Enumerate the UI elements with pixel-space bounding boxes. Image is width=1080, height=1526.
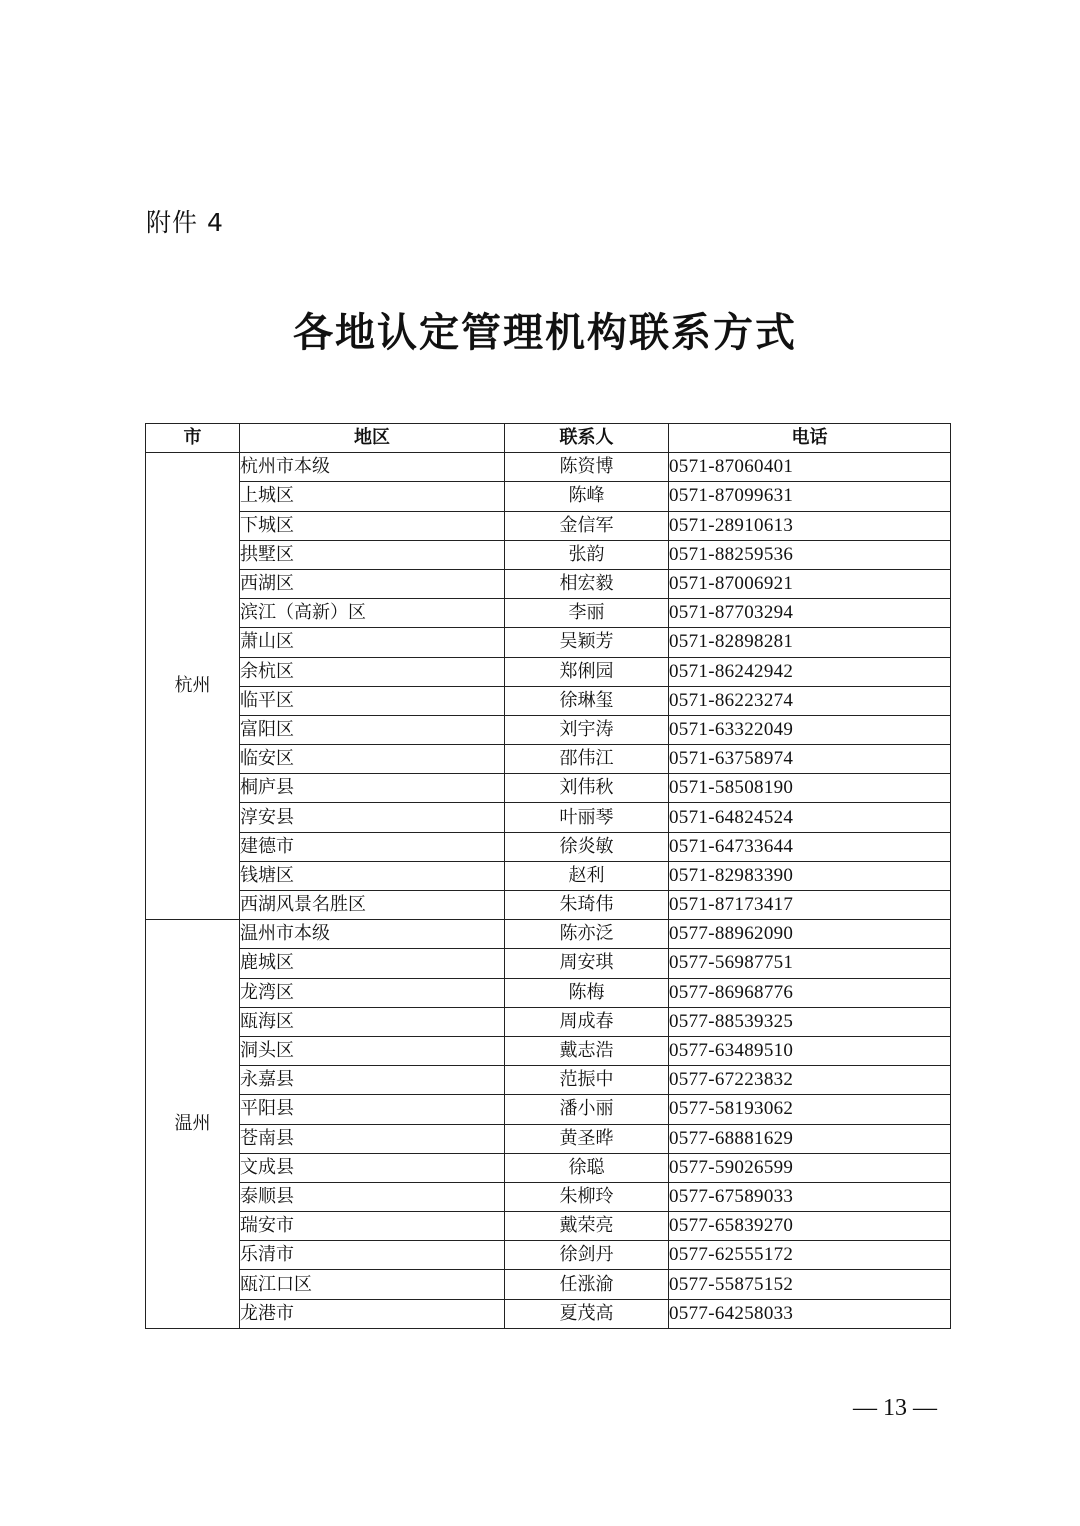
city-cell: 温州 [146, 920, 240, 1329]
phone-cell: 0577-88962090 [669, 920, 951, 949]
contact-cell: 金信军 [505, 511, 669, 540]
area-cell: 永嘉县 [240, 1066, 505, 1095]
phone-cell: 0571-63758974 [669, 745, 951, 774]
table-row [146, 774, 951, 803]
area-cell: 龙港市 [240, 1299, 505, 1328]
contact-cell: 徐聪 [505, 1153, 669, 1182]
area-cell: 苍南县 [240, 1124, 505, 1153]
area-cell: 下城区 [240, 511, 505, 540]
table-row [146, 861, 951, 890]
phone-cell: 0577-62555172 [669, 1241, 951, 1270]
header-area: 地区 [240, 424, 505, 453]
contact-cell: 夏茂高 [505, 1299, 669, 1328]
document-title: 各地认定管理机构联系方式 [293, 309, 797, 356]
table-row [146, 482, 951, 511]
area-cell: 温州市本级 [240, 920, 505, 949]
phone-cell: 0577-63489510 [669, 1036, 951, 1065]
area-cell: 文成县 [240, 1153, 505, 1182]
table-row [146, 832, 951, 861]
phone-cell: 0577-65839270 [669, 1212, 951, 1241]
contact-cell: 刘宇涛 [505, 715, 669, 744]
contact-cell: 陈资博 [505, 453, 669, 482]
phone-cell: 0571-64733644 [669, 832, 951, 861]
contact-cell: 朱琦伟 [505, 891, 669, 920]
table-row [146, 569, 951, 598]
table-row [146, 715, 951, 744]
table-row [146, 1007, 951, 1036]
area-cell: 临安区 [240, 745, 505, 774]
header-phone: 电话 [669, 424, 951, 453]
phone-cell: 0571-28910613 [669, 511, 951, 540]
area-cell: 桐庐县 [240, 774, 505, 803]
table-row [146, 511, 951, 540]
area-cell: 上城区 [240, 482, 505, 511]
area-cell: 临平区 [240, 686, 505, 715]
contacts-table [145, 423, 951, 1329]
contact-cell: 相宏毅 [505, 569, 669, 598]
contact-cell: 叶丽琴 [505, 803, 669, 832]
phone-cell: 0577-86968776 [669, 978, 951, 1007]
table-row [146, 920, 951, 949]
page-number: — 13 — [853, 1395, 937, 1421]
table-row [146, 1066, 951, 1095]
phone-cell: 0571-58508190 [669, 774, 951, 803]
area-cell: 杭州市本级 [240, 453, 505, 482]
area-cell: 龙湾区 [240, 978, 505, 1007]
contact-cell: 李丽 [505, 599, 669, 628]
table-row [146, 803, 951, 832]
area-cell: 泰顺县 [240, 1182, 505, 1211]
contact-cell: 黄圣晔 [505, 1124, 669, 1153]
table-row [146, 453, 951, 482]
area-cell: 钱塘区 [240, 861, 505, 890]
table-row [146, 891, 951, 920]
area-cell: 拱墅区 [240, 540, 505, 569]
table-row [146, 1124, 951, 1153]
phone-cell: 0577-55875152 [669, 1270, 951, 1299]
table-row [146, 599, 951, 628]
phone-cell: 0571-87173417 [669, 891, 951, 920]
table-body [146, 453, 951, 1329]
phone-cell: 0577-68881629 [669, 1124, 951, 1153]
header-contact: 联系人 [505, 424, 669, 453]
phone-cell: 0571-87006921 [669, 569, 951, 598]
phone-cell: 0577-67589033 [669, 1182, 951, 1211]
table-row [146, 1299, 951, 1328]
table-row [146, 745, 951, 774]
contact-cell: 邵伟江 [505, 745, 669, 774]
phone-cell: 0577-64258033 [669, 1299, 951, 1328]
contact-cell: 陈梅 [505, 978, 669, 1007]
area-cell: 平阳县 [240, 1095, 505, 1124]
table-row [146, 657, 951, 686]
contact-cell: 徐剑丹 [505, 1241, 669, 1270]
area-cell: 西湖风景名胜区 [240, 891, 505, 920]
area-cell: 滨江（高新）区 [240, 599, 505, 628]
table-header-row [146, 424, 951, 453]
area-cell: 洞头区 [240, 1036, 505, 1065]
table-row [146, 1212, 951, 1241]
table-row [146, 1095, 951, 1124]
table-row [146, 540, 951, 569]
table-row [146, 1153, 951, 1182]
area-cell: 乐清市 [240, 1241, 505, 1270]
contact-cell: 任涨渝 [505, 1270, 669, 1299]
area-cell: 萧山区 [240, 628, 505, 657]
contact-cell: 陈峰 [505, 482, 669, 511]
phone-cell: 0577-56987751 [669, 949, 951, 978]
contact-cell: 戴志浩 [505, 1036, 669, 1065]
area-cell: 西湖区 [240, 569, 505, 598]
contact-cell: 郑俐园 [505, 657, 669, 686]
phone-cell: 0571-87099631 [669, 482, 951, 511]
contact-cell: 徐琳玺 [505, 686, 669, 715]
contact-cell: 赵利 [505, 861, 669, 890]
contact-cell: 徐炎敏 [505, 832, 669, 861]
contact-cell: 范振中 [505, 1066, 669, 1095]
area-cell: 瓯海区 [240, 1007, 505, 1036]
contact-cell: 张韵 [505, 540, 669, 569]
phone-cell: 0577-58193062 [669, 1095, 951, 1124]
contact-cell: 周成春 [505, 1007, 669, 1036]
area-cell: 瑞安市 [240, 1212, 505, 1241]
header-city: 市 [146, 424, 240, 453]
city-cell: 杭州 [146, 453, 240, 920]
table-row [146, 1036, 951, 1065]
attachment-label: 附件 4 [146, 208, 224, 237]
contact-cell: 戴荣亮 [505, 1212, 669, 1241]
contact-cell: 朱柳玲 [505, 1182, 669, 1211]
area-cell: 淳安县 [240, 803, 505, 832]
phone-cell: 0571-86242942 [669, 657, 951, 686]
table-row [146, 628, 951, 657]
phone-cell: 0571-82983390 [669, 861, 951, 890]
phone-cell: 0571-64824524 [669, 803, 951, 832]
phone-cell: 0577-88539325 [669, 1007, 951, 1036]
phone-cell: 0571-63322049 [669, 715, 951, 744]
phone-cell: 0571-87703294 [669, 599, 951, 628]
contact-cell: 陈亦泛 [505, 920, 669, 949]
table-row [146, 1270, 951, 1299]
contact-cell: 刘伟秋 [505, 774, 669, 803]
phone-cell: 0571-87060401 [669, 453, 951, 482]
table-row [146, 949, 951, 978]
table-row [146, 1241, 951, 1270]
area-cell: 富阳区 [240, 715, 505, 744]
contact-cell: 吴颖芳 [505, 628, 669, 657]
phone-cell: 0571-82898281 [669, 628, 951, 657]
area-cell: 建德市 [240, 832, 505, 861]
area-cell: 余杭区 [240, 657, 505, 686]
table-row [146, 686, 951, 715]
contact-cell: 潘小丽 [505, 1095, 669, 1124]
table-row [146, 1182, 951, 1211]
phone-cell: 0571-86223274 [669, 686, 951, 715]
area-cell: 瓯江口区 [240, 1270, 505, 1299]
phone-cell: 0577-67223832 [669, 1066, 951, 1095]
phone-cell: 0577-59026599 [669, 1153, 951, 1182]
contact-cell: 周安琪 [505, 949, 669, 978]
area-cell: 鹿城区 [240, 949, 505, 978]
table-row [146, 978, 951, 1007]
phone-cell: 0571-88259536 [669, 540, 951, 569]
